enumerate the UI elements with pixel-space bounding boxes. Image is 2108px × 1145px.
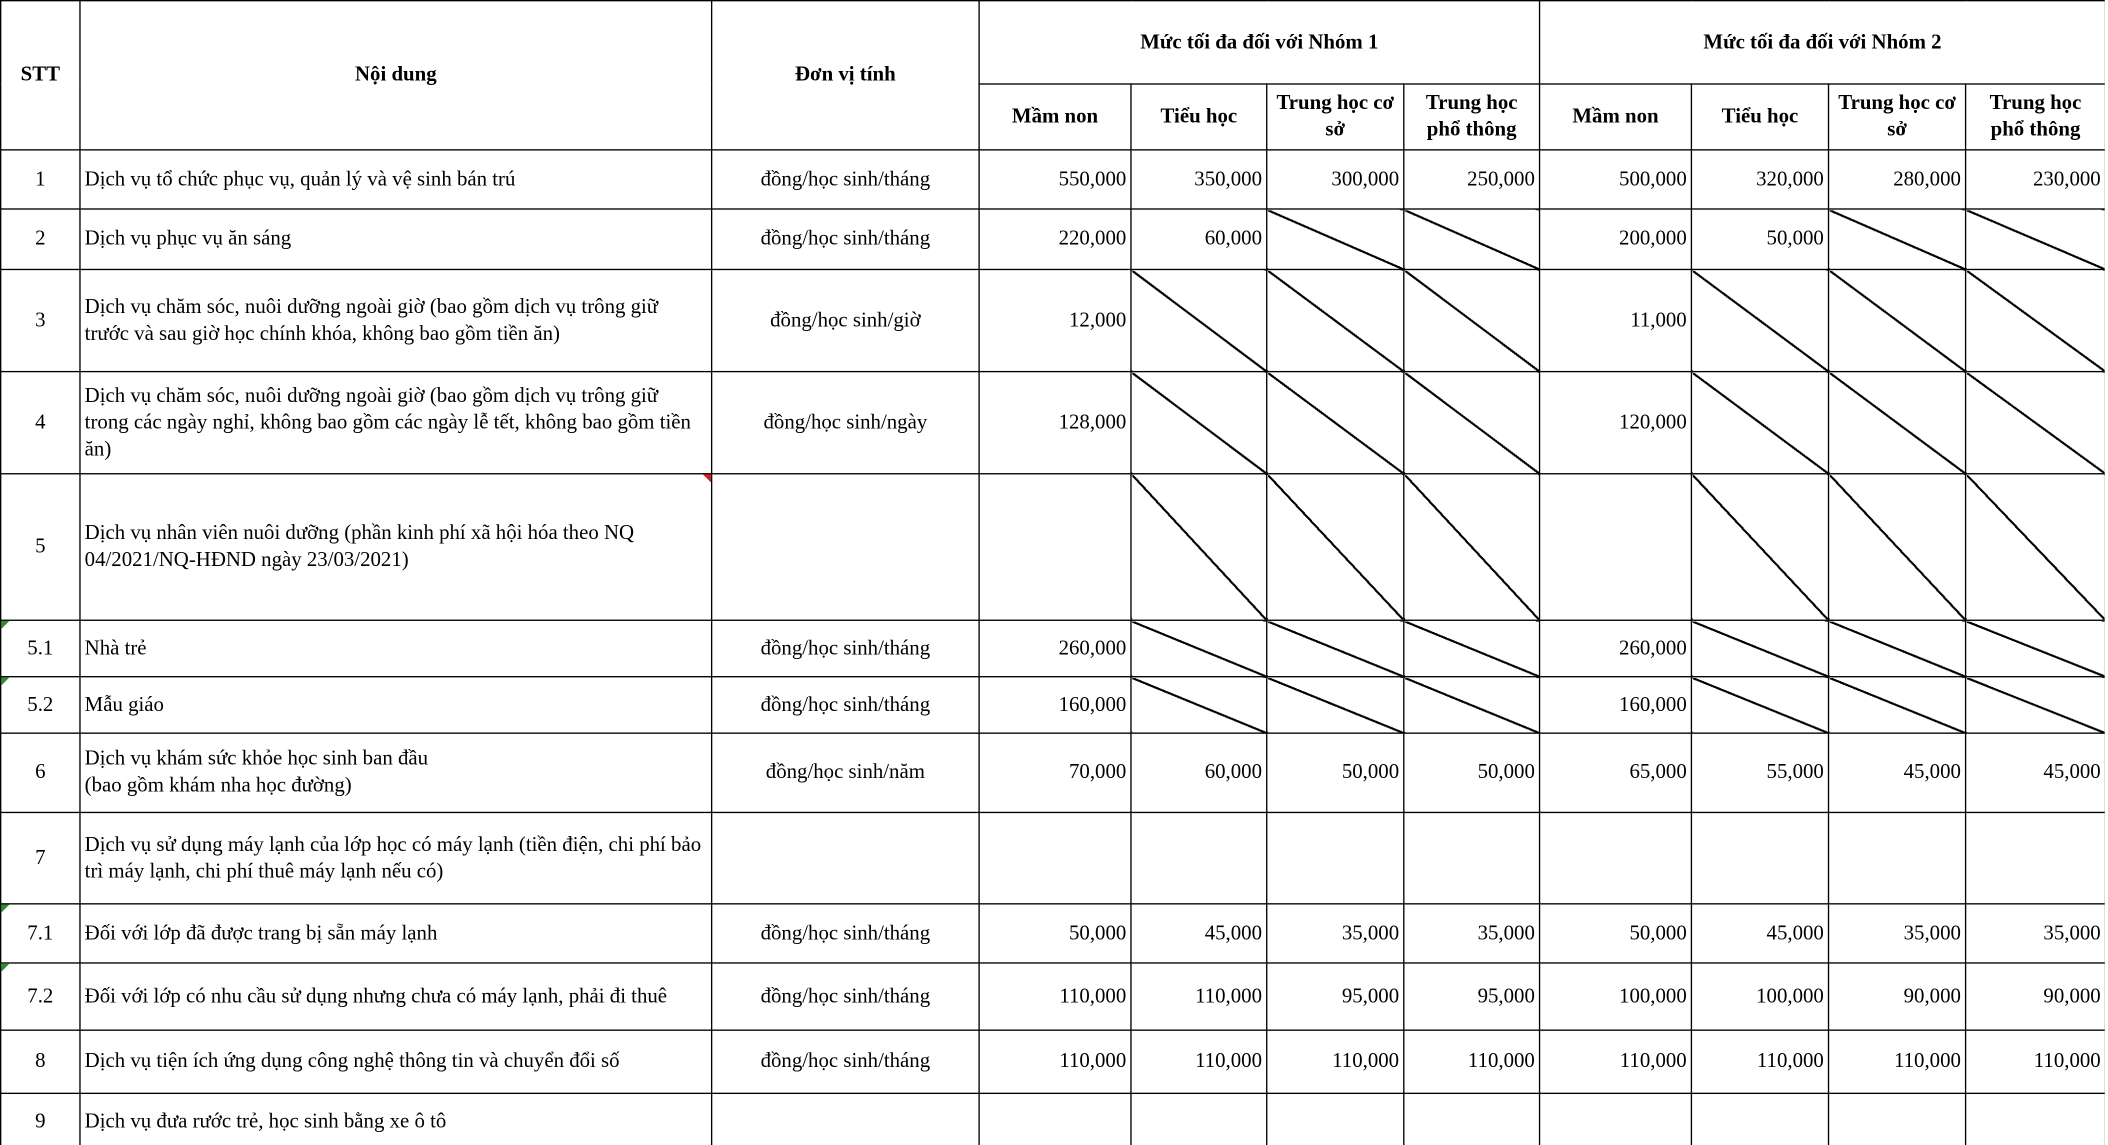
cell-g2-thcs[interactable] [1829,209,1966,269]
row-content[interactable]: Mẫu giáo [80,677,712,733]
table-row [1,150,2105,209]
row-stt[interactable]: 3 [1,269,80,371]
row-stt[interactable]: 9 [1,1093,80,1145]
table-row [1,1030,2105,1093]
table-row [1,269,2105,371]
cell-g1-tieu-hoc[interactable] [1131,1093,1267,1145]
header-group-1: Mức tối đa đối với Nhóm 1 [979,1,1539,84]
cell-g2-mam-non[interactable] [1540,474,1692,620]
cell-g1-thpt[interactable] [1404,474,1540,620]
row-unit[interactable]: đồng/học sinh/giờ [712,269,979,371]
cell-g2-thpt[interactable] [1966,1093,2105,1145]
cell-g1-mam-non[interactable]: 260,000 [979,620,1131,676]
cell-g2-mam-non[interactable]: 100,000 [1540,963,1692,1030]
cell-g2-thpt[interactable] [1966,474,2105,620]
row-stt[interactable]: 2 [1,209,80,269]
header-g1-thpt: Trung học phổ thông [1404,84,1540,150]
cell-g1-thpt[interactable] [1404,620,1540,676]
cell-g1-mam-non[interactable]: 128,000 [979,372,1131,474]
cell-g1-mam-non[interactable] [979,812,1131,903]
cell-g2-thcs[interactable] [1829,812,1966,903]
header-content: Nội dung [80,1,712,150]
row-content[interactable]: Dịch vụ đưa rước trẻ, học sinh bằng xe ô tô [80,1093,712,1145]
cell-g1-tieu-hoc[interactable]: 350,000 [1131,150,1267,209]
row-content[interactable]: Dịch vụ sử dụng máy lạnh của lớp học có máy lạnh (tiền điện, chi phí bảo trì máy lạnh, chi phí thuê máy lạnh nếu có) [80,812,712,903]
cell-g1-thpt[interactable]: 95,000 [1404,963,1540,1030]
cell-g2-tieu-hoc[interactable]: 55,000 [1691,733,1828,812]
cell-g1-thcs[interactable]: 50,000 [1267,733,1404,812]
cell-g2-thpt[interactable] [1966,209,2105,269]
cell-g2-thpt[interactable]: 230,000 [1966,150,2105,209]
cell-g1-tieu-hoc[interactable]: 110,000 [1131,1030,1267,1093]
row-stt[interactable]: 6 [1,733,80,812]
cell-g1-mam-non[interactable]: 110,000 [979,1030,1131,1093]
row-content[interactable]: Dịch vụ phục vụ ăn sáng [80,209,712,269]
cell-g2-thpt[interactable] [1966,372,2105,474]
cell-g2-thpt[interactable] [1966,812,2105,903]
cell-g2-mam-non[interactable]: 200,000 [1540,209,1692,269]
row-unit[interactable]: đồng/học sinh/tháng [712,209,979,269]
cell-g1-thpt[interactable]: 250,000 [1404,150,1540,209]
cell-g1-thpt[interactable] [1404,677,1540,733]
cell-g1-thpt[interactable]: 35,000 [1404,904,1540,963]
row-content[interactable]: Dịch vụ nhân viên nuôi dưỡng (phần kinh phí xã hội hóa theo NQ 04/2021/NQ-HĐND ngày 23/03/2021) [80,474,712,620]
header-stt: STT [1,1,80,150]
cell-g1-thcs[interactable] [1267,677,1404,733]
table-row [1,733,2105,812]
row-content[interactable]: Dịch vụ tổ chức phục vụ, quản lý và vệ sinh bán trú [80,150,712,209]
cell-g2-thcs[interactable]: 90,000 [1829,963,1966,1030]
row-stt[interactable]: 8 [1,1030,80,1093]
table-row [1,904,2105,963]
row-stt[interactable]: 5 [1,474,80,620]
row-content[interactable]: Dịch vụ khám sức khỏe học sinh ban đầu (bao gồm khám nha học đường) [80,733,712,812]
table-row [1,620,2105,676]
cell-g2-mam-non[interactable]: 160,000 [1540,677,1692,733]
cell-g1-tieu-hoc[interactable] [1131,677,1267,733]
cell-g1-thpt[interactable]: 50,000 [1404,733,1540,812]
row-content[interactable]: Dịch vụ chăm sóc, nuôi dưỡng ngoài giờ (bao gồm dịch vụ trông giữ trong các ngày nghỉ, không bao gồm các ngày lễ tết, không bao gồm tiền ăn) [80,372,712,474]
cell-g1-thpt[interactable] [1404,372,1540,474]
cell-g1-tieu-hoc[interactable] [1131,269,1267,371]
cell-g2-mam-non[interactable]: 260,000 [1540,620,1692,676]
cell-g1-mam-non[interactable]: 110,000 [979,963,1131,1030]
cell-g2-thcs[interactable] [1829,474,1966,620]
cell-g2-thcs[interactable] [1829,677,1966,733]
cell-g1-tieu-hoc[interactable]: 110,000 [1131,963,1267,1030]
cell-g2-thcs[interactable] [1829,620,1966,676]
row-unit[interactable]: đồng/học sinh/tháng [712,1030,979,1093]
cell-g1-tieu-hoc[interactable] [1131,620,1267,676]
cell-g2-tieu-hoc[interactable] [1691,1093,1828,1145]
header-g1-tieu-hoc: Tiểu học [1131,84,1267,150]
cell-g1-mam-non[interactable]: 70,000 [979,733,1131,812]
cell-g1-mam-non[interactable]: 220,000 [979,209,1131,269]
table-row [1,372,2105,474]
table-body [1,150,2105,1145]
row-stt[interactable]: 7 [1,812,80,903]
cell-g2-mam-non[interactable]: 110,000 [1540,1030,1692,1093]
table-row [1,812,2105,903]
cell-g1-mam-non[interactable]: 50,000 [979,904,1131,963]
cell-g2-mam-non[interactable]: 500,000 [1540,150,1692,209]
cell-g1-thcs[interactable] [1267,209,1404,269]
cell-g1-thcs[interactable] [1267,620,1404,676]
row-unit[interactable]: đồng/học sinh/tháng [712,677,979,733]
cell-g2-mam-non[interactable]: 50,000 [1540,904,1692,963]
cell-g2-tieu-hoc[interactable] [1691,372,1828,474]
cell-g1-thcs[interactable]: 300,000 [1267,150,1404,209]
cell-g2-mam-non[interactable]: 11,000 [1540,269,1692,371]
cell-g1-thcs[interactable] [1267,269,1404,371]
cell-g2-thcs[interactable] [1829,1093,1966,1145]
row-unit[interactable]: đồng/học sinh/ngày [712,372,979,474]
row-unit[interactable]: đồng/học sinh/năm [712,733,979,812]
row-stt[interactable]: 1 [1,150,80,209]
row-stt[interactable]: 5.2 [1,677,80,733]
row-unit[interactable]: đồng/học sinh/tháng [712,963,979,1030]
row-content[interactable]: Nhà trẻ [80,620,712,676]
header-group-2: Mức tối đa đối với Nhóm 2 [1540,1,2105,84]
row-content[interactable]: Dịch vụ tiện ích ứng dụng công nghệ thông tin và chuyển đổi số [80,1030,712,1093]
cell-g2-tieu-hoc[interactable]: 50,000 [1691,209,1828,269]
header-unit: Đơn vị tính [712,1,979,150]
cell-g1-mam-non[interactable] [979,1093,1131,1145]
header-g1-mam-non: Mầm non [979,84,1131,150]
cell-g2-thcs[interactable]: 45,000 [1829,733,1966,812]
row-content[interactable]: Đối với lớp có nhu cầu sử dụng nhưng chưa có máy lạnh, phải đi thuê [80,963,712,1030]
cell-g1-thcs[interactable]: 95,000 [1267,963,1404,1030]
cell-g2-tieu-hoc[interactable]: 100,000 [1691,963,1828,1030]
cell-g2-thpt[interactable]: 45,000 [1966,733,2105,812]
row-unit[interactable]: đồng/học sinh/tháng [712,904,979,963]
cell-g2-thpt[interactable]: 110,000 [1966,1030,2105,1093]
cell-g2-thpt[interactable] [1966,620,2105,676]
row-stt[interactable]: 4 [1,372,80,474]
cell-g2-thcs[interactable] [1829,372,1966,474]
cell-g2-thcs[interactable]: 280,000 [1829,150,1966,209]
cell-g1-thpt[interactable] [1404,812,1540,903]
cell-g1-thcs[interactable] [1267,474,1404,620]
table-row [1,474,2105,620]
cell-g2-tieu-hoc[interactable]: 320,000 [1691,150,1828,209]
cell-g2-thpt[interactable] [1966,269,2105,371]
header-g2-thcs: Trung học cơ sở [1829,84,1966,150]
row-unit[interactable] [712,1093,979,1145]
row-unit[interactable] [712,812,979,903]
row-content[interactable]: Đối với lớp đã được trang bị sẵn máy lạnh [80,904,712,963]
cell-g1-thcs[interactable] [1267,1093,1404,1145]
cell-g1-mam-non[interactable]: 12,000 [979,269,1131,371]
cell-g1-mam-non[interactable] [979,474,1131,620]
cell-g2-mam-non[interactable] [1540,1093,1692,1145]
row-stt[interactable]: 7.2 [1,963,80,1030]
row-unit[interactable]: đồng/học sinh/tháng [712,150,979,209]
cell-g2-tieu-hoc[interactable] [1691,474,1828,620]
cell-g1-mam-non[interactable]: 160,000 [979,677,1131,733]
cell-g1-thcs[interactable]: 35,000 [1267,904,1404,963]
cell-g1-tieu-hoc[interactable] [1131,812,1267,903]
cell-g2-thpt[interactable] [1966,677,2105,733]
row-stt[interactable]: 7.1 [1,904,80,963]
table-row [1,963,2105,1030]
cell-g2-thpt[interactable]: 90,000 [1966,963,2105,1030]
cell-g2-tieu-hoc[interactable] [1691,620,1828,676]
header-g1-thcs: Trung học cơ sở [1267,84,1404,150]
cell-g2-tieu-hoc[interactable] [1691,269,1828,371]
cell-g1-thpt[interactable] [1404,1093,1540,1145]
cell-g2-mam-non[interactable]: 120,000 [1540,372,1692,474]
row-unit[interactable]: đồng/học sinh/tháng [712,620,979,676]
cell-g2-tieu-hoc[interactable] [1691,677,1828,733]
header-g2-mam-non: Mầm non [1540,84,1692,150]
header-g2-thpt: Trung học phổ thông [1966,84,2105,150]
cell-g2-mam-non[interactable] [1540,812,1692,903]
cell-g1-tieu-hoc[interactable] [1131,474,1267,620]
table-row [1,209,2105,269]
cell-g1-thpt[interactable] [1404,269,1540,371]
row-stt[interactable]: 5.1 [1,620,80,676]
cell-g2-thcs[interactable]: 110,000 [1829,1030,1966,1093]
cell-g1-thpt[interactable] [1404,209,1540,269]
cell-g2-tieu-hoc[interactable] [1691,812,1828,903]
header-g2-tieu-hoc: Tiểu học [1691,84,1828,150]
table-row [1,1093,2105,1145]
table-row [1,677,2105,733]
cell-g1-tieu-hoc[interactable]: 60,000 [1131,733,1267,812]
row-content[interactable]: Dịch vụ chăm sóc, nuôi dưỡng ngoài giờ (bao gồm dịch vụ trông giữ trước và sau giờ học chính khóa, không bao gồm tiền ăn) [80,269,712,371]
cell-g2-tieu-hoc[interactable]: 110,000 [1691,1030,1828,1093]
cell-g2-thcs[interactable]: 35,000 [1829,904,1966,963]
cell-g1-tieu-hoc[interactable] [1131,372,1267,474]
cell-g2-tieu-hoc[interactable]: 45,000 [1691,904,1828,963]
cell-g2-mam-non[interactable]: 65,000 [1540,733,1692,812]
cell-g1-thcs[interactable] [1267,372,1404,474]
cell-g2-thcs[interactable] [1829,269,1966,371]
cell-g1-thcs[interactable] [1267,812,1404,903]
cell-g1-thpt[interactable]: 110,000 [1404,1030,1540,1093]
cell-g1-mam-non[interactable]: 550,000 [979,150,1131,209]
cell-g1-tieu-hoc[interactable]: 45,000 [1131,904,1267,963]
cell-g1-thcs[interactable]: 110,000 [1267,1030,1404,1093]
cell-g1-tieu-hoc[interactable]: 60,000 [1131,209,1267,269]
row-unit[interactable] [712,474,979,620]
cell-g2-thpt[interactable]: 35,000 [1966,904,2105,963]
